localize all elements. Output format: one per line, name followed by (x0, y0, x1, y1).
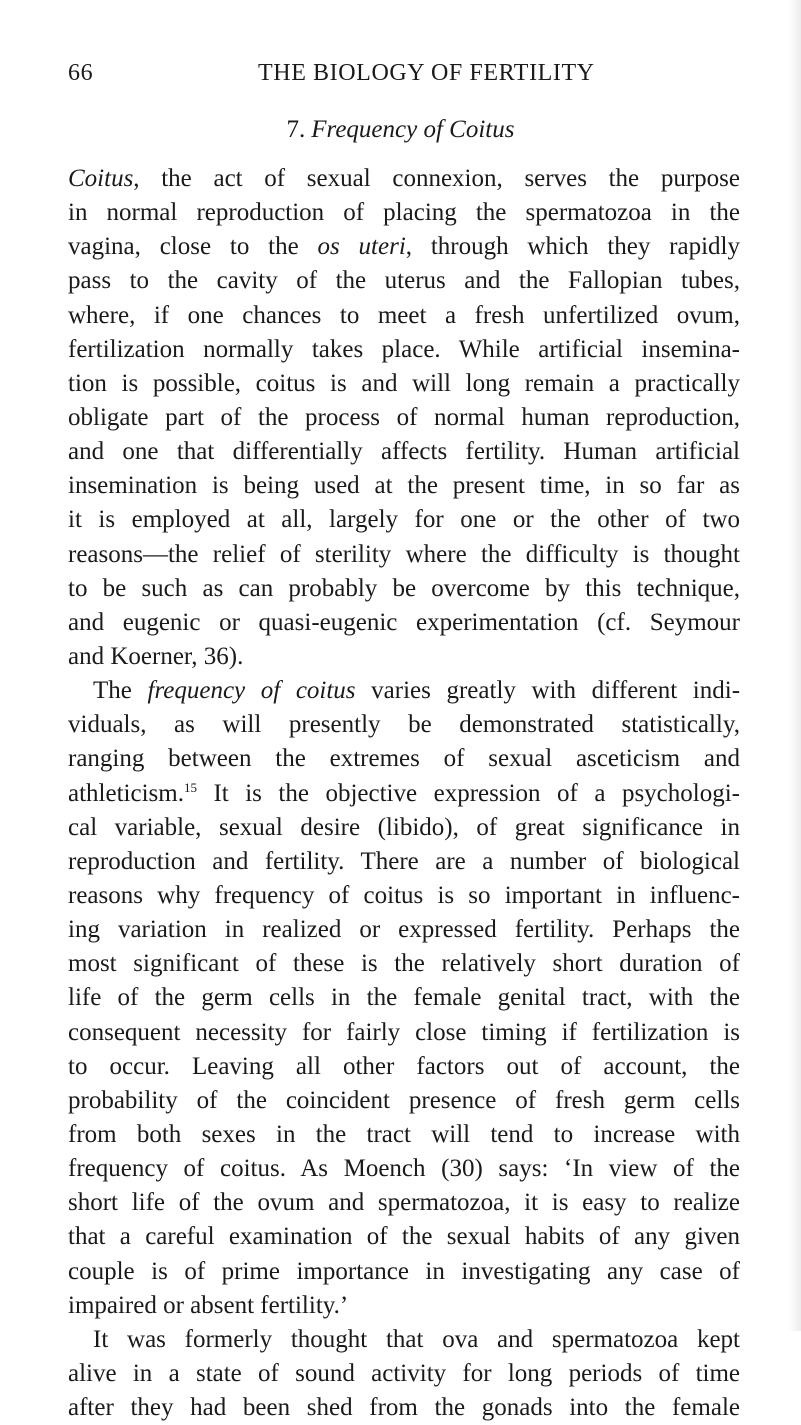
text-line (68, 845, 740, 879)
running-head: THE BIOLOGY OF FERTILITY (258, 60, 595, 86)
text-line (68, 879, 740, 913)
text-line (68, 606, 740, 640)
text-line (68, 777, 740, 811)
text-span: couple is of prime importance in investigating any case of (68, 1257, 740, 1285)
text-line (68, 1220, 740, 1254)
body-text (68, 162, 740, 1425)
text-line (68, 333, 740, 367)
text-line (68, 947, 740, 981)
text-span: probability of the coincident presence of fresh germ cells (68, 1086, 740, 1114)
text-span: fertilization normally takes place. While artificial insemina- (68, 335, 740, 363)
text-line (68, 1357, 740, 1391)
text-span: insemination is being used at the present time, in so far as (68, 472, 740, 500)
text-line (68, 538, 740, 572)
text-span: impaired or absent fertility.’ (68, 1291, 349, 1319)
text-span: reproduction and fertility. There are a number of biological (68, 847, 740, 875)
page-header (0, 60, 801, 94)
text-line (68, 1084, 740, 1118)
text-span: short life of the ovum and spermatozoa, it is easy to realize (68, 1189, 740, 1217)
text-span: reasons why frequency of coitus is so important in influenc- (68, 881, 740, 909)
text-span: It is the objective expression of a psychologi- (196, 779, 740, 807)
text-line (68, 981, 740, 1015)
text-line (68, 1050, 740, 1084)
text-span: obligate part of the process of normal human reproduction, (68, 403, 740, 431)
text-line (68, 1186, 740, 1220)
text-span: cal variable, sexual desire (libido), of great significance in (68, 813, 740, 841)
text-span: The (93, 677, 148, 705)
text-span: , the act of sexual connexion, serves the purpose (133, 165, 740, 192)
text-line (68, 811, 740, 845)
text-span: ing variation in realized or expressed fertility. Perhaps the (68, 916, 740, 944)
text-span: to be such as can probably be overcome by this technique, (68, 574, 740, 602)
text-span: consequent necessity for fairly close timing if fertilization is (68, 1018, 740, 1046)
text-line (68, 1016, 740, 1050)
italic-text: Coitus (68, 165, 134, 192)
text-span: to occur. Leaving all other factors out of account, the (68, 1052, 740, 1080)
text-line (68, 230, 740, 264)
text-line (68, 196, 740, 230)
text-span: vagina, close to the (68, 233, 318, 261)
page-number: 66 (68, 60, 94, 86)
text-line (68, 572, 740, 606)
page-edge-shadow (789, 0, 801, 1331)
text-span: It was formerly thought that ova and spermatozoa kept (93, 1325, 740, 1353)
text-span: frequency of coitus. As Moench (30) says: ‘In view of the (68, 1155, 740, 1183)
text-span: and Koerner, 36). (68, 642, 244, 670)
footnote-ref: 15 (183, 779, 197, 795)
text-span: and one that differentially affects fertility. Human artificial (68, 438, 740, 466)
text-span: tion is possible, coitus is and will long remain a practically (68, 369, 740, 397)
text-line (68, 401, 740, 435)
text-span: life of the germ cells in the female genital tract, with the (68, 984, 740, 1012)
text-line (68, 367, 740, 401)
text-line (68, 1323, 740, 1357)
text-span: viduals, as will presently be demonstrated statistically, (68, 711, 740, 739)
italic-text: os uteri (317, 233, 406, 261)
text-line (68, 435, 740, 469)
section-title: Frequency of Coitus (311, 116, 515, 143)
text-line (68, 1391, 740, 1425)
text-line (68, 299, 740, 333)
text-span: ranging between the extremes of sexual asceticism and (68, 745, 740, 773)
text-line (68, 162, 740, 196)
text-line (68, 1118, 740, 1152)
text-span: reasons—the relief of sterility where the difficulty is thought (68, 540, 740, 568)
section-heading (0, 116, 801, 144)
text-span: varies greatly with different indi- (355, 677, 741, 705)
text-line (68, 674, 740, 708)
text-line (68, 469, 740, 503)
text-span: it is employed at all, largely for one or the other of two (68, 506, 740, 534)
text-line (68, 503, 740, 537)
text-line (68, 640, 740, 674)
text-span: after they had been shed from the gonads into the female (68, 1394, 740, 1422)
text-line (68, 1255, 740, 1289)
text-span: that a careful examination of the sexual habits of any given (68, 1223, 740, 1251)
text-line (68, 1152, 740, 1186)
text-span: most significant of these is the relatively short duration of (68, 950, 740, 978)
text-line (68, 264, 740, 298)
section-number: 7. (286, 116, 306, 143)
text-span: pass to the cavity of the uterus and the Fallopian tubes, (68, 267, 740, 295)
text-span: alive in a state of sound activity for long periods of time (68, 1359, 740, 1387)
text-line (68, 1289, 740, 1323)
text-span: athleticism. (68, 779, 184, 807)
text-span: and eugenic or quasi-eugenic experimentation (cf. Seymour (68, 608, 740, 636)
italic-text: frequency of coitus (147, 677, 356, 705)
text-span: , through which they rapidly (405, 233, 740, 261)
text-span: where, if one chances to meet a fresh unfertilized ovum, (68, 301, 740, 329)
text-line (68, 742, 740, 776)
text-span: in normal reproduction of placing the spermatozoa in the (68, 199, 740, 227)
text-line (68, 708, 740, 742)
text-line (68, 913, 740, 947)
text-span: from both sexes in the tract will tend to increase with (68, 1120, 740, 1148)
